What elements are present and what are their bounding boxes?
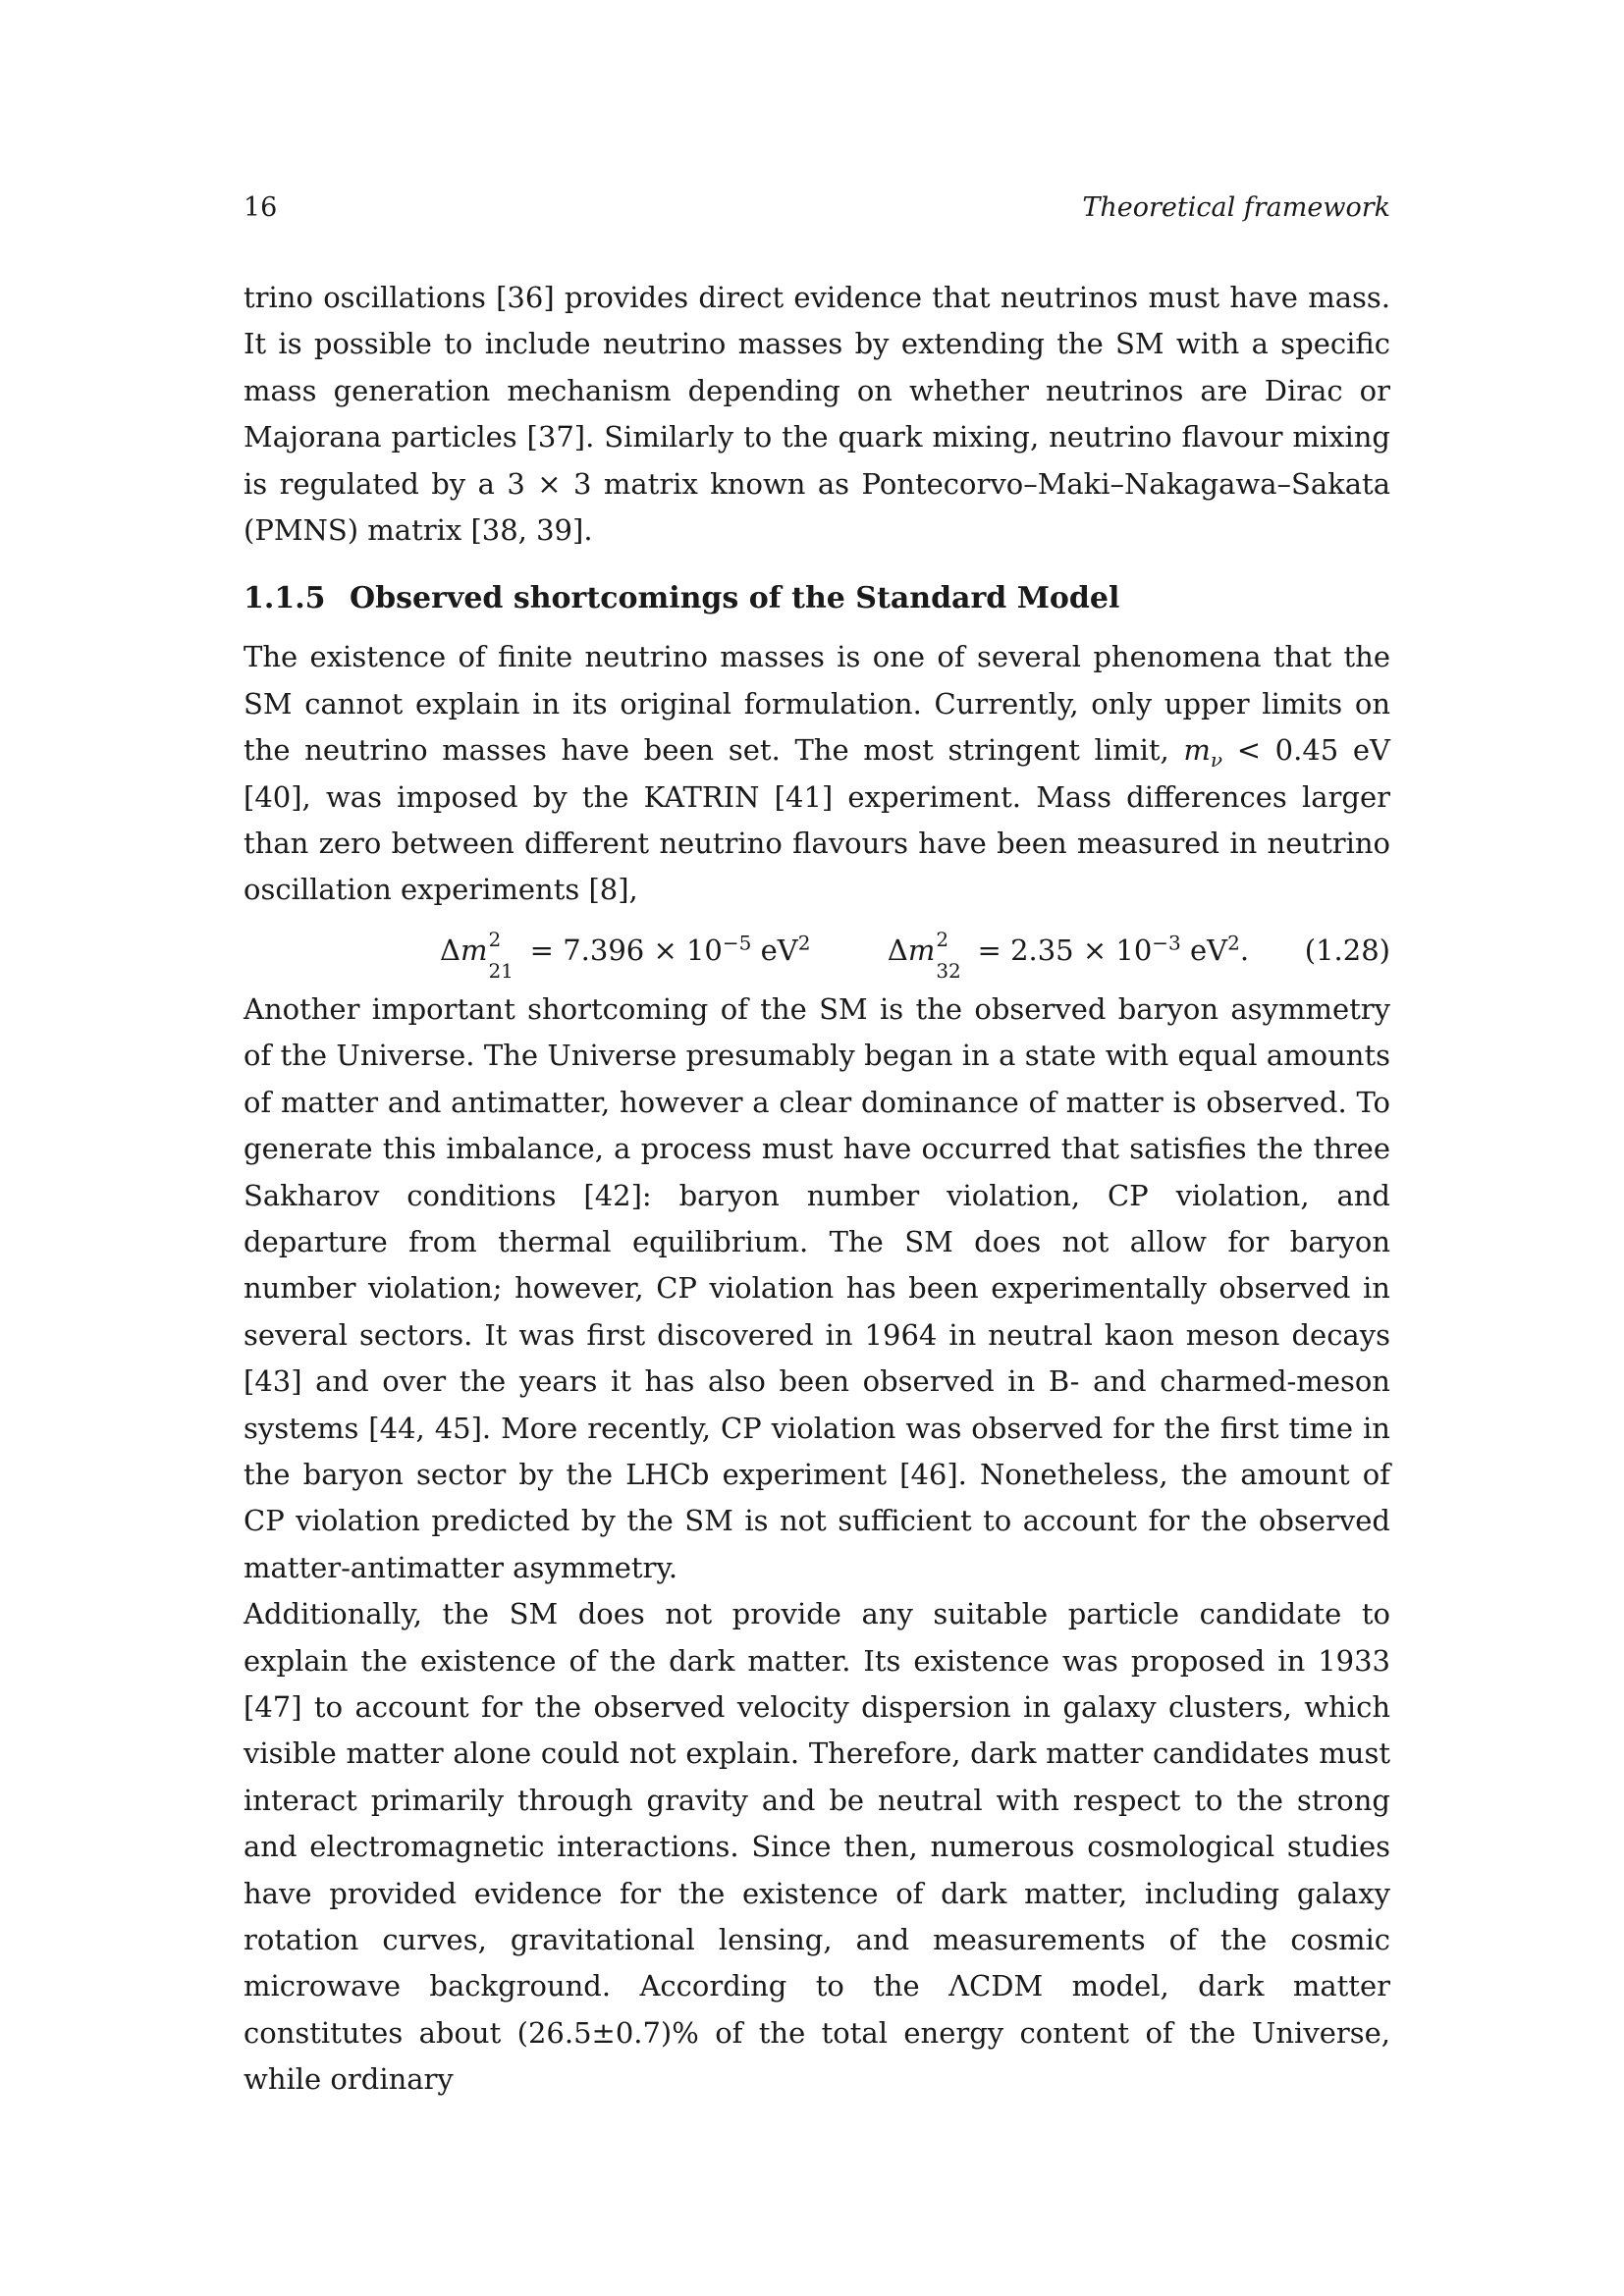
eq2-equals: = — [968, 933, 1011, 967]
eq1-delta: Δ — [440, 933, 460, 967]
p2-text-before: The existence of finite neutrino masses is one of several phenomena that the SM cannot explain in its original formulation. Currently, only upper limits on the neutrino masses have been set. The most stringent limit, — [244, 640, 1390, 768]
eq2-sup: 2 — [936, 927, 949, 951]
eq2-unit-sup: 2 — [1227, 931, 1240, 955]
eq1-unit: eV — [751, 933, 798, 967]
section-title: Observed shortcomings of the Standard Model — [350, 581, 1120, 616]
paragraph-finite-neutrino-masses — [244, 634, 1390, 913]
m-nu-subscript: ν — [1210, 748, 1223, 773]
eq1-mantissa: 7.396 × 10 — [563, 933, 723, 967]
page-number: 16 — [244, 192, 278, 223]
eq2-unit: eV — [1180, 933, 1228, 967]
running-title: Theoretical framework — [1082, 192, 1390, 223]
eq2-sub: 32 — [936, 958, 961, 983]
eq1-exponent: −5 — [722, 931, 752, 955]
paragraph-dark-matter: Additionally, the SM does not provide any suitable particle candidate to explain the existence of the dark matter. Its existence was proposed in 1933 [47] to account for the observed velocity dispersion in galaxy clusters, which visible matter alone could not explain. Therefore, dark matter candidates must interact primarily through gravity and be neutral with respect to the strong and electromagnetic interactions. Since then, numerous cosmological studies have provided evidence for the existence of dark matter, including galaxy rotation curves, gravitational lensing, and measurements of the cosmic microwave background. According to the ΛCDM model, dark matter constitutes about (26.5±0.7)% of the total energy content of the Universe, while ordinary — [244, 1597, 1390, 2097]
section-number: 1.1.5 — [244, 581, 326, 616]
paragraph-neutrino-mass: trino oscillations [36] provides direct evidence that neutrinos must have mass. It is possible to include neutrino masses by extending the SM with a specific mass generation mechanism depending on whether neutrinos are Dirac or Majorana particles [37]. Similarly to the quark mixing, neutrino flavour mixing is regulated by a 3 × 3 matrix known as Pontecorvo–Maki–Nakagawa–Sakata (PMNS) matrix [38, 39]. — [244, 281, 1390, 548]
eq1-symbol: m — [460, 933, 488, 967]
m-nu-symbol: m — [1183, 733, 1211, 768]
p2-text-after: < 0.45 eV [40], was imposed by the KATRIN [41] experiment. Mass differences larger than zero between different neutrino flavours have been measured in neutrino oscillation experiments [8], — [244, 733, 1390, 907]
eq2-trailing: . — [1239, 933, 1250, 967]
page-header — [244, 192, 1390, 232]
eq2-mantissa: 2.35 × 10 — [1010, 933, 1153, 967]
eq2-delta: Δ — [887, 933, 908, 967]
eq2-symbol: m — [907, 933, 936, 967]
eq1-sub: 21 — [488, 958, 514, 983]
equation-body — [440, 920, 1249, 981]
eq1-sup: 2 — [488, 927, 502, 951]
equation-number: (1.28) — [1304, 933, 1390, 967]
eq1-equals: = — [520, 933, 564, 967]
paragraph-baryon-asymmetry: Another important shortcoming of the SM is the observed baryon asymmetry of the Universe. The Universe presumably began in a state with equal amounts of matter and antimatter, however a clear dominance of matter is observed. To generate this imbalance, a process must have occurred that satisfies the three Sakharov conditions [42]: baryon number violation, CP violation, and departure from thermal equilibrium. The SM does not allow for baryon number violation; however, CP violation has been experimentally observed in several sectors. It was first discovered in 1964 in neutral kaon meson decays [43] and over the years it has also been observed in B- and charmed-meson systems [44, 45]. More recently, CP violation was observed for the first time in the baryon sector by the LHCb experiment [46]. Nonetheless, the amount of CP violation predicted by the SM is not sufficient to account for the observed matter-antimatter asymmetry. — [244, 991, 1390, 1584]
page-body — [244, 275, 1390, 2104]
section-heading — [244, 579, 1390, 618]
eq2-exponent: −3 — [1152, 931, 1181, 955]
eq1-unit-sup: 2 — [797, 931, 811, 955]
equation-1-28 — [244, 920, 1390, 981]
